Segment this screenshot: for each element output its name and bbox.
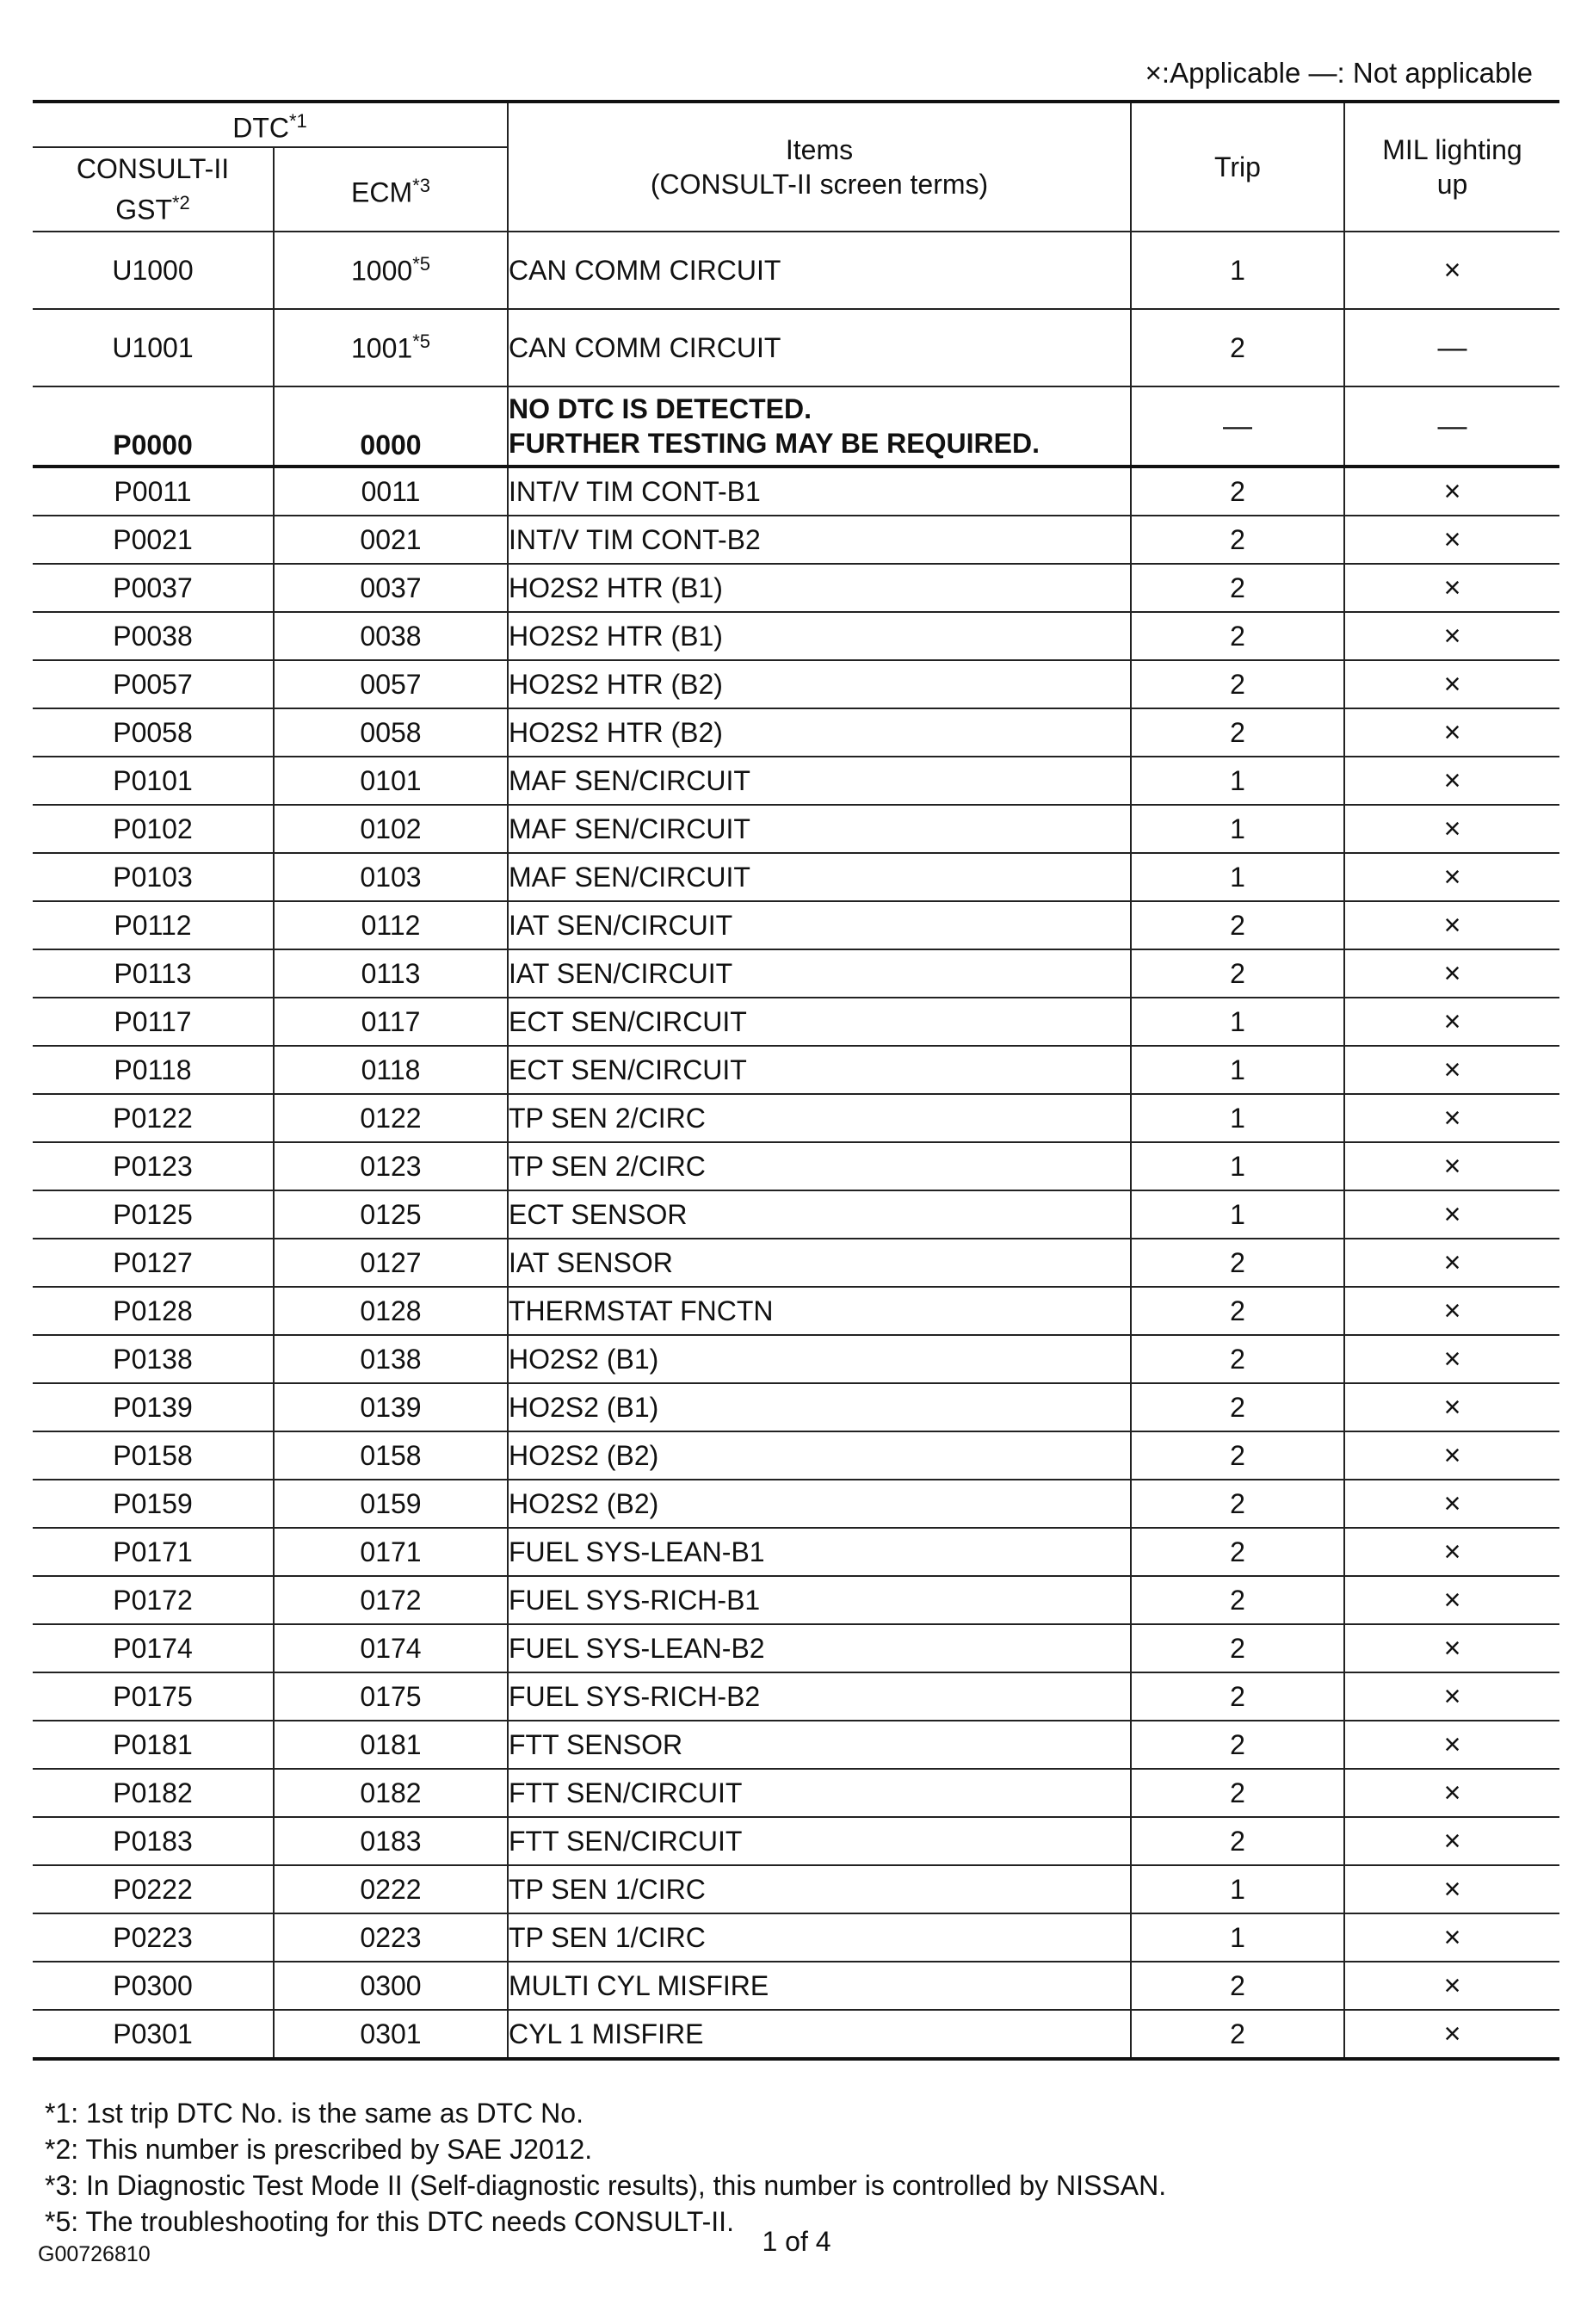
dtc-rows xyxy=(33,467,1559,2059)
ecm-code: 0102 xyxy=(274,805,508,853)
mil-mark: × xyxy=(1344,1769,1559,1817)
mil-mark: × xyxy=(1344,1383,1559,1431)
mil-mark: × xyxy=(1344,805,1559,853)
mil-mark: × xyxy=(1344,998,1559,1046)
trip-value: 1 xyxy=(1131,1913,1344,1962)
item-term: CAN COMM CIRCUIT xyxy=(508,309,1131,386)
item-term: HO2S2 HTR (B1) xyxy=(508,564,1131,612)
consult-code: P0021 xyxy=(33,516,274,564)
ecm-code: 1001$^{*5}$ xyxy=(274,309,508,386)
consult-code: P0223 xyxy=(33,1913,274,1962)
consult-code: P0000 xyxy=(33,386,274,467)
ecm-code: 0301 xyxy=(274,2010,508,2059)
item-term: HO2S2 (B2) xyxy=(508,1431,1131,1480)
item-term: NO DTC IS DETECTED. FURTHER TESTING MAY BE REQUIRED. xyxy=(508,386,1131,467)
table-row xyxy=(33,901,1559,949)
page-number: 1 of 4 xyxy=(762,2226,831,2257)
ecm-code: 0127 xyxy=(274,1239,508,1287)
mil-mark: × xyxy=(1344,1239,1559,1287)
dtc-group-header: DTC$^{*1}$ xyxy=(33,102,508,147)
consult-code: P0103 xyxy=(33,853,274,901)
ecm-code: 0103 xyxy=(274,853,508,901)
trip-value: 2 xyxy=(1131,1672,1344,1721)
table-row xyxy=(33,1046,1559,1094)
table-row xyxy=(33,232,1559,309)
table-row xyxy=(33,708,1559,757)
table-row xyxy=(33,2010,1559,2059)
trip-value: 1 xyxy=(1131,1094,1344,1142)
mil-mark: × xyxy=(1344,1962,1559,2010)
mil-mark: × xyxy=(1344,1817,1559,1865)
mil-mark: × xyxy=(1344,1576,1559,1624)
table-row xyxy=(33,1817,1559,1865)
mil-mark: × xyxy=(1344,232,1559,309)
consult-code: P0301 xyxy=(33,2010,274,2059)
trip-value: 1 xyxy=(1131,232,1344,309)
item-term: FTT SEN/CIRCUIT xyxy=(508,1769,1131,1817)
mil-mark: × xyxy=(1344,1046,1559,1094)
mil-mark: × xyxy=(1344,1190,1559,1239)
consult-code: P0112 xyxy=(33,901,274,949)
trip-value: 2 xyxy=(1131,2010,1344,2059)
trip-value: 2 xyxy=(1131,1431,1344,1480)
mil-mark: × xyxy=(1344,1094,1559,1142)
footnote: *3: In Diagnostic Test Mode II (Self-diagnostic results), this number is controlled by NISSAN. xyxy=(45,2170,1167,2201)
item-term: HO2S2 (B2) xyxy=(508,1480,1131,1528)
consult-code: P0182 xyxy=(33,1769,274,1817)
mil-mark: × xyxy=(1344,1672,1559,1721)
mil-mark: × xyxy=(1344,1528,1559,1576)
trip-value: 2 xyxy=(1131,516,1344,564)
table-row xyxy=(33,1094,1559,1142)
trip-value: 1 xyxy=(1131,805,1344,853)
trip-value: — xyxy=(1131,386,1344,467)
table-row xyxy=(33,1190,1559,1239)
table-row xyxy=(33,1142,1559,1190)
table-row xyxy=(33,1335,1559,1383)
ecm-code: 0125 xyxy=(274,1190,508,1239)
mil-mark: × xyxy=(1344,1721,1559,1769)
consult-header: CONSULT-II GST$^{*2}$ xyxy=(33,147,274,232)
trip-value: 2 xyxy=(1131,1817,1344,1865)
table-row xyxy=(33,467,1559,516)
mil-mark: × xyxy=(1344,467,1559,516)
item-term: ECT SEN/CIRCUIT xyxy=(508,1046,1131,1094)
ecm-code: 0117 xyxy=(274,998,508,1046)
consult-code: P0175 xyxy=(33,1672,274,1721)
table-row xyxy=(33,1913,1559,1962)
consult-code: P0037 xyxy=(33,564,274,612)
table-row xyxy=(33,1480,1559,1528)
mil-mark: × xyxy=(1344,757,1559,805)
consult-code: P0101 xyxy=(33,757,274,805)
item-term: ECT SEN/CIRCUIT xyxy=(508,998,1131,1046)
item-term: CAN COMM CIRCUIT xyxy=(508,232,1131,309)
consult-code: P0158 xyxy=(33,1431,274,1480)
mil-mark: × xyxy=(1344,1865,1559,1913)
trip-value: 2 xyxy=(1131,1239,1344,1287)
mil-mark: × xyxy=(1344,1142,1559,1190)
consult-code: P0123 xyxy=(33,1142,274,1190)
trip-value: 2 xyxy=(1131,1624,1344,1672)
ecm-code: 0183 xyxy=(274,1817,508,1865)
mil-mark: × xyxy=(1344,1624,1559,1672)
mil-mark: × xyxy=(1344,901,1559,949)
mil-mark: × xyxy=(1344,949,1559,998)
table-row xyxy=(33,853,1559,901)
mil-mark: × xyxy=(1344,564,1559,612)
mil-mark: — xyxy=(1344,386,1559,467)
ecm-code: 0158 xyxy=(274,1431,508,1480)
trip-value: 2 xyxy=(1131,1335,1344,1383)
trip-value: 2 xyxy=(1131,1528,1344,1576)
item-term: IAT SEN/CIRCUIT xyxy=(508,949,1131,998)
trip-value: 2 xyxy=(1131,467,1344,516)
applicability-legend: ×:Applicable —: Not applicable xyxy=(1145,57,1533,89)
consult-code: P0159 xyxy=(33,1480,274,1528)
ecm-code: 0112 xyxy=(274,901,508,949)
ecm-code: 0174 xyxy=(274,1624,508,1672)
consult-code: P0171 xyxy=(33,1528,274,1576)
consult-code: P0122 xyxy=(33,1094,274,1142)
trip-value: 2 xyxy=(1131,1383,1344,1431)
consult-code: P0058 xyxy=(33,708,274,757)
consult-code: P0174 xyxy=(33,1624,274,1672)
item-term: INT/V TIM CONT-B1 xyxy=(508,467,1131,516)
trip-value: 1 xyxy=(1131,853,1344,901)
trip-value: 2 xyxy=(1131,901,1344,949)
table-row xyxy=(33,309,1559,386)
ecm-code: 0021 xyxy=(274,516,508,564)
ecm-code: 0175 xyxy=(274,1672,508,1721)
table-row xyxy=(33,805,1559,853)
ecm-header: ECM$^{*3}$ xyxy=(274,147,508,232)
table-row xyxy=(33,757,1559,805)
item-term: FUEL SYS-RICH-B1 xyxy=(508,1576,1131,1624)
mil-mark: × xyxy=(1344,708,1559,757)
item-term: FUEL SYS-LEAN-B1 xyxy=(508,1528,1131,1576)
item-term: MULTI CYL MISFIRE xyxy=(508,1962,1131,2010)
consult-code: P0113 xyxy=(33,949,274,998)
consult-code: U1001 xyxy=(33,309,274,386)
mil-mark: × xyxy=(1344,1913,1559,1962)
mil-mark: × xyxy=(1344,853,1559,901)
mil-mark: × xyxy=(1344,1431,1559,1480)
ecm-code: 0038 xyxy=(274,612,508,660)
mil-header: MIL lighting up xyxy=(1344,102,1559,232)
trip-value: 2 xyxy=(1131,1287,1344,1335)
consult-code: P0117 xyxy=(33,998,274,1046)
item-term: THERMSTAT FNCTN xyxy=(508,1287,1131,1335)
item-term: FTT SEN/CIRCUIT xyxy=(508,1817,1131,1865)
document-id: G00726810 xyxy=(38,2242,151,2266)
ecm-code: 0037 xyxy=(274,564,508,612)
ecm-code: 0011 xyxy=(274,467,508,516)
consult-code: P0038 xyxy=(33,612,274,660)
table-row xyxy=(33,949,1559,998)
ecm-code: 0138 xyxy=(274,1335,508,1383)
table-row-no-dtc xyxy=(33,386,1559,467)
footnotes xyxy=(45,2095,1166,2240)
trip-value: 1 xyxy=(1131,1190,1344,1239)
table-row xyxy=(33,1287,1559,1335)
item-term: MAF SEN/CIRCUIT xyxy=(508,805,1131,853)
mil-mark: × xyxy=(1344,1480,1559,1528)
consult-code: P0181 xyxy=(33,1721,274,1769)
consult-code: P0127 xyxy=(33,1239,274,1287)
trip-value: 2 xyxy=(1131,1769,1344,1817)
item-term: HO2S2 (B1) xyxy=(508,1383,1131,1431)
ecm-code: 0300 xyxy=(274,1962,508,2010)
consult-code: P0183 xyxy=(33,1817,274,1865)
consult-code: P0138 xyxy=(33,1335,274,1383)
ecm-code: 0122 xyxy=(274,1094,508,1142)
item-term: HO2S2 HTR (B2) xyxy=(508,708,1131,757)
ecm-code: 0057 xyxy=(274,660,508,708)
footnote: *2: This number is prescribed by SAE J2012. xyxy=(45,2134,593,2165)
consult-code: P0300 xyxy=(33,1962,274,2010)
consult-code: P0125 xyxy=(33,1190,274,1239)
trip-header: Trip xyxy=(1131,102,1344,232)
item-term: INT/V TIM CONT-B2 xyxy=(508,516,1131,564)
trip-value: 2 xyxy=(1131,564,1344,612)
trip-value: 1 xyxy=(1131,757,1344,805)
consult-code: P0222 xyxy=(33,1865,274,1913)
trip-value: 1 xyxy=(1131,1142,1344,1190)
item-term: HO2S2 HTR (B1) xyxy=(508,612,1131,660)
trip-value: 2 xyxy=(1131,708,1344,757)
ecm-code: 0128 xyxy=(274,1287,508,1335)
trip-value: 2 xyxy=(1131,660,1344,708)
table-row xyxy=(33,1672,1559,1721)
consult-code: P0011 xyxy=(33,467,274,516)
ecm-code: 0222 xyxy=(274,1865,508,1913)
consult-code: P0057 xyxy=(33,660,274,708)
consult-code: P0139 xyxy=(33,1383,274,1431)
table-row xyxy=(33,516,1559,564)
item-term: TP SEN 2/CIRC xyxy=(508,1142,1131,1190)
ecm-code: 0058 xyxy=(274,708,508,757)
mil-mark: × xyxy=(1344,516,1559,564)
mil-mark: × xyxy=(1344,1335,1559,1383)
trip-value: 2 xyxy=(1131,1962,1344,2010)
ecm-code: 0118 xyxy=(274,1046,508,1094)
ecm-code: 0113 xyxy=(274,949,508,998)
table-row xyxy=(33,1865,1559,1913)
ecm-code: 1000$^{*5}$ xyxy=(274,232,508,309)
footnote: *1: 1st trip DTC No. is the same as DTC No. xyxy=(45,2098,583,2129)
table-row xyxy=(33,1624,1559,1672)
ecm-code: 0182 xyxy=(274,1769,508,1817)
consult-code: P0128 xyxy=(33,1287,274,1335)
item-term: HO2S2 HTR (B2) xyxy=(508,660,1131,708)
item-term: IAT SEN/CIRCUIT xyxy=(508,901,1131,949)
trip-value: 1 xyxy=(1131,1046,1344,1094)
ecm-code: 0223 xyxy=(274,1913,508,1962)
mil-mark: × xyxy=(1344,1287,1559,1335)
table-row xyxy=(33,1239,1559,1287)
trip-value: 1 xyxy=(1131,1865,1344,1913)
item-term: FUEL SYS-RICH-B2 xyxy=(508,1672,1131,1721)
trip-value: 2 xyxy=(1131,612,1344,660)
table-row xyxy=(33,1528,1559,1576)
trip-value: 2 xyxy=(1131,1721,1344,1769)
consult-code: P0172 xyxy=(33,1576,274,1624)
trip-value: 2 xyxy=(1131,1480,1344,1528)
trip-value: 1 xyxy=(1131,998,1344,1046)
item-term: FTT SENSOR xyxy=(508,1721,1131,1769)
consult-code: P0118 xyxy=(33,1046,274,1094)
ecm-code: 0000 xyxy=(274,386,508,467)
item-term: CYL 1 MISFIRE xyxy=(508,2010,1131,2059)
item-term: FUEL SYS-LEAN-B2 xyxy=(508,1624,1131,1672)
table-row xyxy=(33,1721,1559,1769)
table-row xyxy=(33,1769,1559,1817)
consult-code: U1000 xyxy=(33,232,274,309)
table-row xyxy=(33,612,1559,660)
table-row xyxy=(33,1576,1559,1624)
table-row xyxy=(33,1383,1559,1431)
item-term: HO2S2 (B1) xyxy=(508,1335,1131,1383)
header-row-1 xyxy=(33,102,1559,147)
trip-value: 2 xyxy=(1131,1576,1344,1624)
consult-code: P0102 xyxy=(33,805,274,853)
item-term: ECT SENSOR xyxy=(508,1190,1131,1239)
ecm-code: 0101 xyxy=(274,757,508,805)
ecm-code: 0139 xyxy=(274,1383,508,1431)
mil-mark: — xyxy=(1344,309,1559,386)
item-term: MAF SEN/CIRCUIT xyxy=(508,757,1131,805)
mil-mark: × xyxy=(1344,612,1559,660)
table-row xyxy=(33,564,1559,612)
trip-value: 2 xyxy=(1131,949,1344,998)
ecm-code: 0171 xyxy=(274,1528,508,1576)
item-term: TP SEN 1/CIRC xyxy=(508,1865,1131,1913)
ecm-code: 0159 xyxy=(274,1480,508,1528)
table-row xyxy=(33,998,1559,1046)
mil-mark: × xyxy=(1344,660,1559,708)
item-term: MAF SEN/CIRCUIT xyxy=(508,853,1131,901)
items-header: Items (CONSULT-II screen terms) xyxy=(508,102,1131,232)
ecm-code: 0172 xyxy=(274,1576,508,1624)
ecm-code: 0123 xyxy=(274,1142,508,1190)
ecm-code: 0181 xyxy=(274,1721,508,1769)
mil-mark: × xyxy=(1344,2010,1559,2059)
dtc-table xyxy=(33,100,1559,2061)
footnote: *5: The troubleshooting for this DTC needs CONSULT-II. xyxy=(45,2206,734,2237)
table-row xyxy=(33,1431,1559,1480)
item-term: IAT SENSOR xyxy=(508,1239,1131,1287)
item-term: TP SEN 1/CIRC xyxy=(508,1913,1131,1962)
table-row xyxy=(33,1962,1559,2010)
trip-value: 2 xyxy=(1131,309,1344,386)
table-row xyxy=(33,660,1559,708)
item-term: TP SEN 2/CIRC xyxy=(508,1094,1131,1142)
